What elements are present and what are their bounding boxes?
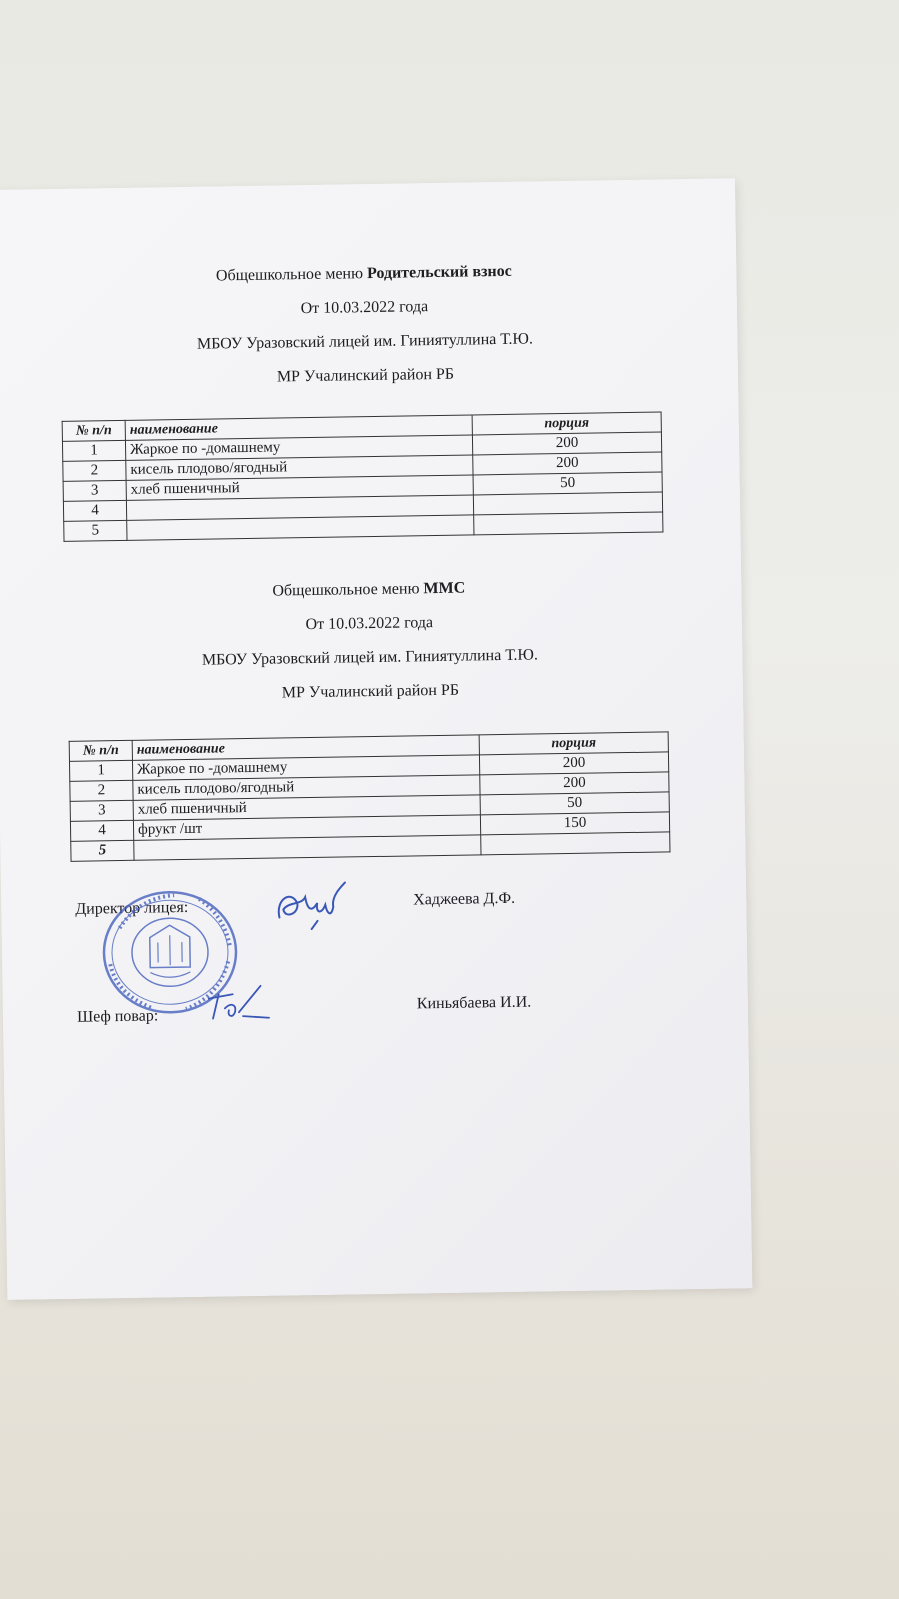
chef-signature-icon [202,982,273,1028]
menu2-title: Общешкольное меню ММС [272,579,466,600]
row-number: 1 [62,440,125,461]
row-number: 5 [64,520,127,541]
row-number: 2 [63,460,126,481]
dish-portion: 150 [480,812,669,835]
dish-portion: 200 [479,752,668,775]
dish-name [134,835,481,860]
column-header-portion: порция [479,732,668,755]
director-signature-icon [271,878,352,934]
row-number: 1 [69,760,132,781]
column-header-name: наименование [125,415,472,440]
row-number: 3 [70,800,133,821]
menu2-district: МР Учалинский район РБ [281,681,460,702]
menu2-table [69,731,671,861]
dish-portion: 200 [473,452,662,475]
dish-portion: 200 [480,772,669,795]
dish-name: хлеб пшеничный [133,795,480,820]
director-name: Хаджеева Д.Ф. [413,889,516,909]
menu1-school: МБОУ Уразовский лицей им. Гиниятуллина Т.Ю. [196,330,534,353]
dish-name: хлеб пшеничный [126,475,473,500]
dish-portion [481,832,670,855]
dish-name: Жаркое по -домашнему [125,435,472,460]
dish-name: фрукт /шт [133,815,480,840]
dish-portion: 200 [472,432,661,455]
dish-name: кисель плодово/ягодный [133,775,480,800]
column-header-portion: порция [472,412,661,435]
column-header-name: наименование [132,735,479,760]
dish-name: кисель плодово/ягодный [126,455,473,480]
dish-name: Жаркое по -домашнему [132,755,479,780]
row-number: 4 [63,500,126,521]
menu1-title: Общешкольное меню Родительский взнос [215,262,512,285]
menu2-school: МБОУ Уразовский лицей им. Гиниятуллина Т.Ю. [201,646,539,669]
chef-name: Киньябаева И.И. [416,993,532,1013]
menu1-table [62,411,664,541]
dish-portion [474,512,663,535]
row-number: 4 [70,820,133,841]
chef-label: Шеф повар: [76,1007,159,1026]
menu1-date: От 10.03.2022 года [300,298,429,318]
director-label: Директор лицея: [75,898,189,918]
menu1-district: МР Учалинский район РБ [276,365,455,386]
row-number: 3 [63,480,126,501]
dish-name [127,515,474,540]
column-header-number: № п/п [62,420,125,441]
row-number: 2 [70,780,133,801]
column-header-number: № п/п [69,740,132,761]
document-sheet [0,178,752,1300]
dish-portion: 50 [473,472,662,495]
row-number: 5 [71,840,134,861]
menu2-date: От 10.03.2022 года [305,614,434,634]
dish-portion: 50 [480,792,669,815]
